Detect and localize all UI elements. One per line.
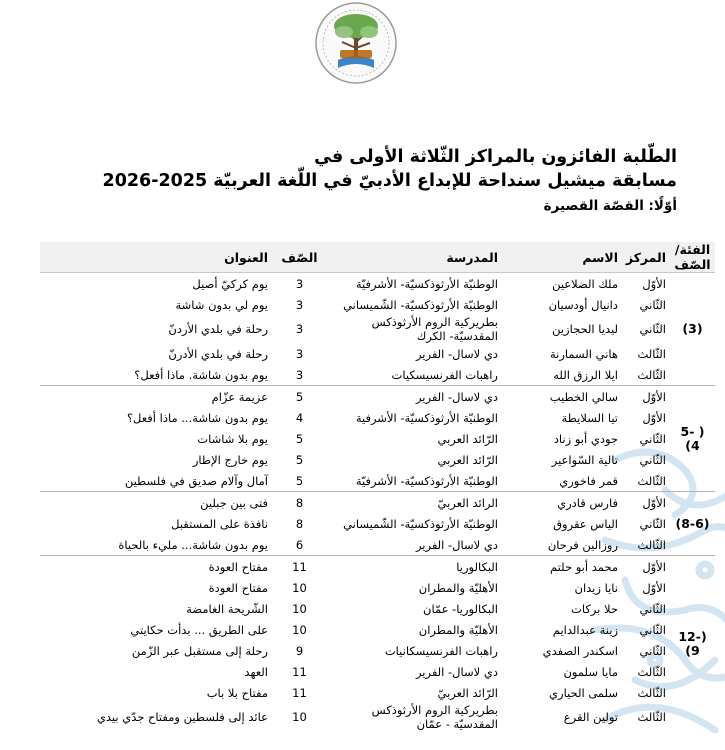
sindaha-logo — [312, 0, 400, 86]
table-row — [40, 470, 715, 492]
rank-cell: الثّالث — [637, 685, 666, 700]
title-cell: رحلة إلى مستقبل عبر الزّمن — [131, 643, 268, 658]
school-cell: البكالوريا- عمّان — [423, 601, 498, 616]
title-cell: نافذة على المستقبل — [171, 516, 268, 531]
school-cell: الوطنيّة الأرثوذكسيّة- الشّميساني — [343, 516, 498, 531]
title-cell: يوم بلا شاشات — [197, 431, 268, 446]
name-cell: ليديا الحجازين — [552, 322, 618, 336]
heading-line-1: الطّلبة الفائزون بالمراكز الثّلاثة الأولى في — [314, 147, 677, 167]
table-row — [40, 703, 715, 731]
name-cell: جودي أبو زناد — [553, 431, 618, 446]
name-cell: سالي الخطيب — [502, 386, 622, 408]
table-row — [40, 315, 715, 343]
school-cell: الوطنيّة الأرثوذكسيّة- الشّميساني — [343, 297, 498, 312]
name-cell: سلمى الحياري — [549, 685, 618, 700]
header-name: الاسم — [502, 242, 622, 273]
name-cell: تيا السلايطة — [561, 410, 618, 425]
school-cell: دي لاسال- الفرير — [415, 346, 498, 361]
table-row — [40, 428, 715, 449]
title-cell: رحلة في بلدي الأردنّ — [168, 322, 268, 336]
rank-cell: الثّالث — [637, 710, 666, 724]
grade-cell: 4 — [295, 410, 304, 425]
header-category: الفئة/الصّف — [670, 242, 715, 273]
school-cell: الوطنيّة الأرثوذكسيّة- الأشرفيّة — [355, 473, 498, 488]
table-row — [40, 386, 715, 408]
rank-cell: الثّاني — [639, 516, 666, 531]
school-cell: راهبات الفرنسيسكيات — [391, 367, 498, 382]
title-cell: يوم بدون شاشة... مليء بالحياة — [118, 537, 268, 552]
school-cell: الرّائد العربيّ — [437, 685, 498, 700]
grade-cell: 10 — [292, 710, 307, 724]
school-cell: بطريركية الروم الأرثوذكس المقدسيّة- الكرك — [371, 315, 498, 343]
table-row — [40, 273, 715, 295]
grade-cell: 10 — [292, 622, 307, 637]
name-cell: مايا سلمون — [563, 664, 618, 679]
table-row — [40, 598, 715, 619]
table-row — [40, 364, 715, 386]
winners-table — [40, 242, 715, 731]
table-row — [40, 492, 715, 514]
grade-cell: 11 — [292, 685, 307, 700]
name-cell: ملك الضلاعين — [502, 273, 622, 295]
rank-cell: الأوّل — [622, 386, 670, 408]
table-row — [40, 556, 715, 578]
name-cell: تولين القرع — [563, 710, 618, 724]
school-cell: الأهليّة والمطران — [418, 622, 498, 637]
header-school: المدرسة — [327, 242, 502, 273]
school-cell: الوطنيّة الأرثوذكسيّة- الأشرفية — [355, 410, 498, 425]
name-cell: زينة عبدالدايم — [552, 622, 618, 637]
grade-cell: 8 — [295, 516, 304, 531]
header-rank: المركز — [622, 242, 670, 273]
rank-cell: الأوّل — [642, 410, 666, 425]
grade-cell: 5 — [295, 431, 304, 446]
rank-cell: الثّالث — [637, 664, 666, 679]
title-cell: رحلة في بلدي الأدرنّ — [168, 346, 268, 361]
table-header-row — [40, 242, 715, 273]
header-grade: الصّف — [272, 242, 327, 273]
title-cell: العهد — [244, 664, 268, 679]
grade-cell: 11 — [292, 664, 307, 679]
name-cell: فارس قادري — [502, 492, 622, 514]
title-cell: يوم كركيّ أصيل — [40, 273, 272, 295]
name-cell: ايلا الرزق الله — [553, 367, 618, 382]
school-cell: دي لاسال- الفرير — [415, 664, 498, 679]
name-cell: محمد أبو حلتم — [502, 556, 622, 578]
title-cell: مفتاح بلا باب — [206, 685, 268, 700]
school-cell: راهبات الفرنسيسكانيات — [384, 643, 498, 658]
heading-block — [37, 145, 677, 217]
name-cell: نايا زيدان — [574, 580, 618, 595]
table-body — [40, 273, 715, 732]
school-cell: الأهليّة والمطران — [418, 580, 498, 595]
title-cell: مفتاح العودة — [208, 580, 268, 595]
table-row — [40, 343, 715, 364]
title-cell: فتى بين جبلين — [40, 492, 272, 514]
grade-cell: 8 — [272, 492, 327, 514]
grade-cell: 10 — [292, 580, 307, 595]
grade-cell: 5 — [295, 452, 304, 467]
header-title: العنوان — [40, 242, 272, 273]
title-cell: عزيمة عزّام — [40, 386, 272, 408]
table-row — [40, 534, 715, 556]
grade-cell: 5 — [272, 386, 327, 408]
grade-cell: 9 — [295, 643, 304, 658]
rank-cell: الثّالث — [637, 537, 666, 552]
rank-cell: الثّالث — [637, 346, 666, 361]
name-cell: دانيال أودسيان — [548, 297, 618, 312]
title-cell: عائد إلى فلسطين ومفتاح جدّي بيدي — [96, 710, 268, 724]
category-cell: (12-9) — [670, 556, 715, 732]
rank-cell: الأوّل — [622, 556, 670, 578]
rank-cell: الثّاني — [639, 601, 666, 616]
rank-cell: الثّاني — [639, 643, 666, 658]
rank-cell: الثّالث — [637, 367, 666, 382]
title-cell: آمال وآلام صديق في فلسطين — [124, 473, 268, 488]
table-row — [40, 619, 715, 640]
grade-cell: 11 — [272, 556, 327, 578]
category-cell: (3) — [670, 273, 715, 386]
section-title: أوّلًا: القصّة القصيرة — [543, 198, 677, 214]
category-cell: ( 5-4) — [670, 386, 715, 492]
rank-cell: الثّاني — [639, 452, 666, 467]
category-cell: (8-6) — [670, 492, 715, 556]
school-cell: الرّائد العربي — [437, 452, 498, 467]
title-cell: الشّريحة الغامضة — [186, 601, 268, 616]
table-row — [40, 661, 715, 682]
rank-cell: الأوّل — [622, 273, 670, 295]
grade-cell: 3 — [295, 297, 304, 312]
grade-cell: 10 — [292, 601, 307, 616]
title-cell: يوم بدون شاشة. ماذا أفعل؟ — [134, 367, 268, 382]
title-cell: على الطريق ... بدأت حكايتي — [130, 622, 268, 637]
name-cell: روزالين فرحان — [547, 537, 618, 552]
rank-cell: الثّاني — [639, 297, 666, 312]
table-row — [40, 449, 715, 470]
grade-cell: 3 — [295, 346, 304, 361]
rank-cell: الثّاني — [639, 322, 666, 336]
table-row — [40, 513, 715, 534]
name-cell: حلا بركات — [571, 601, 618, 616]
table-row — [40, 682, 715, 703]
table-row — [40, 640, 715, 661]
grade-cell: 3 — [295, 367, 304, 382]
rank-cell: الأوّل — [642, 580, 666, 595]
heading-line-2: مسابقة ميشيل سنداحة للإبداع الأدبيّ في اللّغة العربيّة 2025-2026 — [102, 171, 677, 191]
name-cell: تالية السّواعير — [551, 452, 618, 467]
rank-cell: الثّاني — [639, 622, 666, 637]
school-cell: دي لاسال- الفرير — [415, 537, 498, 552]
school-cell: بطريركية الروم الأرثوذكس المقدسيّة - عمّان — [371, 703, 498, 731]
grade-cell: 3 — [295, 322, 304, 336]
rank-cell: الثّالث — [637, 473, 666, 488]
table-row — [40, 294, 715, 315]
school-cell: دي لاسال- الفرير — [327, 386, 502, 408]
school-cell: الرّائد العربي — [437, 431, 498, 446]
name-cell: الياس عقروق — [553, 516, 618, 531]
rank-cell: الثّاني — [639, 431, 666, 446]
school-cell: البكالوريا — [327, 556, 502, 578]
table-row — [40, 577, 715, 598]
rank-cell: الأوّل — [622, 492, 670, 514]
name-cell: قمر فاخوري — [559, 473, 618, 488]
title-cell: يوم لي بدون شاشة — [175, 297, 268, 312]
school-cell: الوطنيّة الأرثوذكسيّة- الأشرفيّة — [327, 273, 502, 295]
name-cell: هاني السمارنة — [549, 346, 618, 361]
grade-cell: 5 — [295, 473, 304, 488]
name-cell: اسكندر الصفدي — [542, 643, 618, 658]
school-cell: الرائد العربيّ — [327, 492, 502, 514]
title-cell: يوم بدون شاشة... ماذا أفعل؟ — [126, 410, 268, 425]
title-cell: مفتاح العودة — [40, 556, 272, 578]
title-cell: يوم خارج الإطار — [192, 452, 268, 467]
table-row — [40, 407, 715, 428]
grade-cell: 3 — [272, 273, 327, 295]
grade-cell: 6 — [295, 537, 304, 552]
